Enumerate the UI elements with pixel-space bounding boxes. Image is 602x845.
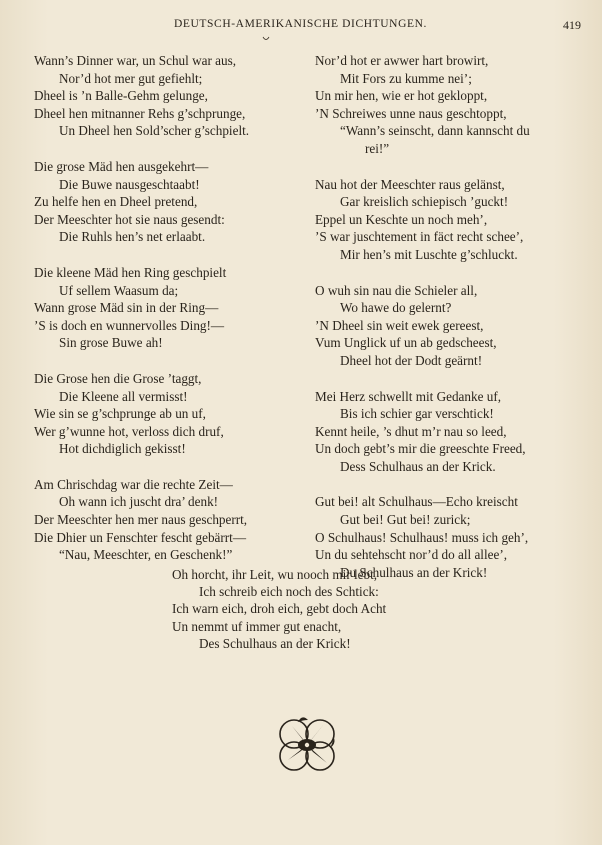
poem-line: Kennt heile, ’s dhut m’r nau so leed, <box>315 423 507 439</box>
stanza <box>34 158 306 246</box>
poem-line: O Schulhaus! Schulhaus! muss ich geh’, <box>315 529 529 545</box>
poem-line: Uf sellem Waasum da; <box>59 282 179 298</box>
stanza-gap <box>315 475 587 493</box>
poem-line: Eppel un Keschte un noch meh’, <box>315 211 488 227</box>
poem-line: Gut bei! alt Schulhaus—Echo kreischt <box>315 494 518 510</box>
poem-line: rei!” <box>365 140 390 156</box>
page-number: 419 <box>563 18 581 32</box>
floral-tailpiece-icon <box>272 708 342 778</box>
poem-line: “Nau, Meeschter, en Geschenk!” <box>59 547 233 563</box>
poem-line: Dheel hot der Dodt geärnt! <box>340 352 483 368</box>
poem-line: Die kleene Mäd hen Ring geschpielt <box>34 264 227 280</box>
stanza <box>315 282 587 370</box>
header-ornament-icon <box>262 36 270 42</box>
poem-line: Die Ruhls hen’s net erlaabt. <box>59 229 206 245</box>
poem-line: Un Dheel hen Sold’scher g’schpielt. <box>59 123 250 139</box>
poem-line: Der Meeschter hot sie naus gesendt: <box>34 211 225 227</box>
poem-line: Die grose Mäd hen ausgekehrt— <box>34 158 209 174</box>
poem-line: Un mir hen, wie er hot gekloppt, <box>315 88 488 104</box>
running-header <box>0 18 602 34</box>
stanza-gap <box>34 246 306 264</box>
poem-line: Wann’s Dinner war, un Schul war aus, <box>34 53 237 68</box>
stanza <box>34 52 306 140</box>
stanza <box>315 52 587 158</box>
stanza-gap <box>315 264 587 282</box>
poem-line: Oh wann ich juscht dra’ denk! <box>59 494 219 510</box>
poem-line: Dheel hen mitnanner Rehs g’schprunge, <box>34 105 246 121</box>
poem-line: Vum Unglick uf un ab gedscheest, <box>315 335 497 351</box>
poem-line: “Wann’s seinscht, dann kannscht du <box>340 123 530 139</box>
poem-line: Nor’d hot mer gut gefiehlt; <box>59 70 203 86</box>
stanza <box>34 264 306 352</box>
poem-line: ’S is doch en wunnervolles Ding!— <box>34 317 225 333</box>
header-title: DEUTSCH-AMERIKANISCHE DICHTUNGEN. <box>174 18 427 30</box>
poem-line: Wann grose Mäd sin in der Ring— <box>34 300 219 316</box>
poem-line: Dess Schulhaus an der Krick. <box>340 458 496 474</box>
poem-line: ’N Schreiwes unne naus geschtoppt, <box>315 105 507 121</box>
poem-line: Dheel is ’n Balle-Gehm gelunge, <box>34 88 208 104</box>
poem-line: Die Buwe nausgeschtaabt! <box>59 176 200 192</box>
poem-line: Nor’d hot er awwer hart browirt, <box>315 53 489 68</box>
poem-line: Un nemmt uf immer gut enacht, <box>172 618 342 634</box>
poem-line: ’S war juschtement in fäct recht schee’, <box>315 229 524 245</box>
stanza-gap <box>315 370 587 388</box>
poem-line: Mit Fors zu kumme nei’; <box>340 70 472 86</box>
poem-line: Wie sin se g’schprunge ab un uf, <box>34 406 206 422</box>
poem-line: Am Chrischdag war die rechte Zeit— <box>34 476 233 492</box>
poem-line: Wer g’wunne hot, verloss dich druf, <box>34 423 224 439</box>
stanza <box>315 176 587 264</box>
poem-line: Du Schulhaus an der Krick! <box>340 564 488 580</box>
poem-line: Des Schulhaus an der Krick! <box>199 635 351 651</box>
stanza-gap <box>34 352 306 370</box>
poem-line: Die Grose hen die Grose ’taggt, <box>34 370 202 386</box>
poem-line: Ich warn eich, droh eich, gebt doch Acht <box>172 601 387 617</box>
poem-line: O wuh sin nau die Schieler all, <box>315 282 478 298</box>
poem-line: Mir hen’s mit Luschte g’schluckt. <box>340 246 518 262</box>
poem-line: Oh horcht, ihr Leit, wu nooch mir lebt, <box>172 567 378 582</box>
stanza-gap <box>315 158 587 176</box>
poem-line: Gut bei! Gut bei! zurick; <box>340 512 471 528</box>
stanza <box>34 476 306 564</box>
poem-line: Hot dichdiglich gekisst! <box>59 441 186 457</box>
poem-right-column <box>315 52 587 581</box>
poem-line: Mei Herz schwellt mit Gedanke uf, <box>315 388 502 404</box>
poem-line: Nau hot der Meeschter raus gelänst, <box>315 176 505 192</box>
poem-line: Zu helfe hen en Dheel pretend, <box>34 194 198 210</box>
poem-line: Un du sehtehscht nor’d do all allee’, <box>315 547 508 563</box>
stanza-gap <box>34 458 306 476</box>
poem-line: Bis ich schier gar verschtick! <box>340 406 494 422</box>
poem-line: ’N Dheel sin weit ewek gereest, <box>315 317 484 333</box>
poem-line: Un doch gebt’s mir die greeschte Freed, <box>315 441 526 457</box>
poem-line: Wo hawe do gelernt? <box>340 300 452 316</box>
poem-line: Ich schreib eich noch des Schtick: <box>199 584 379 600</box>
stanza <box>315 388 587 476</box>
poem-line: Die Dhier un Fenschter fescht gebärrt— <box>34 529 247 545</box>
poem-line: Die Kleene all vermisst! <box>59 388 188 404</box>
poem-line: Der Meeschter hen mer naus geschperrt, <box>34 512 248 528</box>
stanza <box>34 370 306 458</box>
poem-final-stanza <box>172 566 386 652</box>
poem-line: Gar kreislich schiepisch ’guckt! <box>340 194 509 210</box>
poem-left-column <box>34 52 306 564</box>
poem-line: Sin grose Buwe ah! <box>59 335 163 351</box>
stanza-gap <box>34 140 306 158</box>
